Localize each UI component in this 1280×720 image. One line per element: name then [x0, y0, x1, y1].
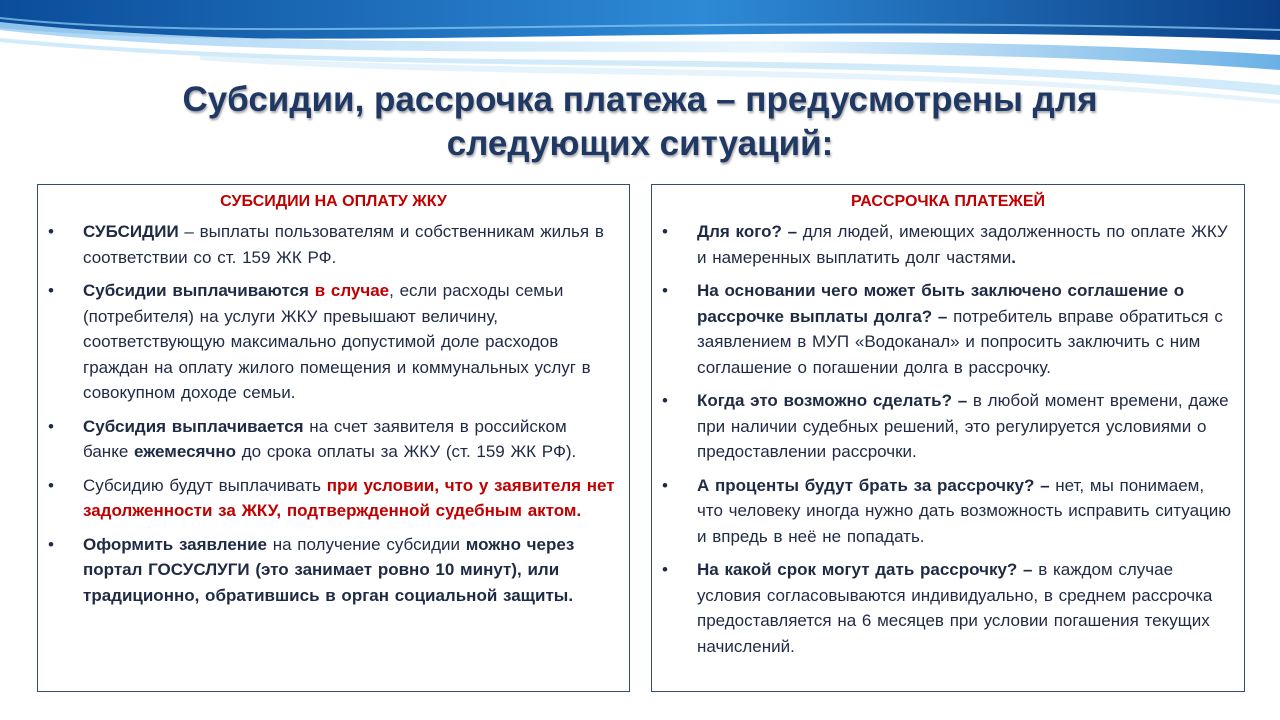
- bullet-icon: •: [662, 475, 668, 495]
- item-text: в каждом случае условия согласовываются индивидуально, в среднем рассрочка предоставляется на 6 месяцев при условии погашения текущих начислений.: [697, 560, 1213, 656]
- subsidies-heading: СУБСИДИИ НА ОПЛАТУ ЖКУ: [220, 193, 447, 210]
- item-bold-text: Оформить заявление: [83, 534, 267, 554]
- page-title-line-1: Субсидии, рассрочка платежа – предусмотрены для: [182, 80, 1098, 119]
- list-item: [652, 219, 1244, 270]
- subsidies-panel: [37, 184, 630, 692]
- item-highlight-text: в случае: [314, 281, 390, 300]
- item-bold-text: На какой срок могут дать рассрочку? –: [697, 560, 1033, 579]
- item-bold-text: Когда это возможно сделать? –: [697, 391, 968, 410]
- bullet-icon: •: [662, 560, 668, 579]
- list-item: [38, 532, 629, 609]
- installments-heading: РАССРОЧКА ПЛАТЕЖЕЙ: [850, 193, 1045, 210]
- subsidies-list: [38, 219, 629, 608]
- item-text: потребитель вправе обратиться с заявлением в МУП «Водоканал» и попросить заключить с ним соглашение о погашении долга в рассрочку.: [697, 306, 1223, 377]
- bullet-icon: •: [48, 281, 54, 300]
- item-text: – выплаты пользователям и собственникам жилья в соответствии со ст. 159 ЖК РФ.: [83, 222, 604, 267]
- item-text: нет, мы понимаем, что человеку иногда нужно дать возможность исправить ситуацию и впредь в неё не попадать.: [697, 475, 1231, 546]
- installments-panel: [651, 184, 1245, 692]
- item-text: на получение субсидии: [266, 534, 466, 554]
- bullet-icon: •: [662, 281, 668, 300]
- item-bold-text: .: [1011, 247, 1017, 267]
- list-item: [652, 557, 1244, 659]
- item-text: для людей, имеющих задолженность по оплате ЖКУ и намеренных выплатить долг частями: [697, 222, 1228, 267]
- item-text: в любой момент времени, даже при наличии судебных решений, это регулируется условиями о предоставлении рассрочки.: [697, 391, 1229, 461]
- item-bold-text: Субсидии выплачиваются: [83, 281, 315, 300]
- item-bold-text: СУБСИДИИ: [83, 222, 179, 241]
- list-item: [38, 219, 629, 270]
- item-text: на счет заявителя в российском банке: [83, 416, 567, 461]
- item-text: до срока оплаты за ЖКУ (ст. 159 ЖК РФ).: [236, 442, 577, 461]
- list-item: [652, 278, 1244, 380]
- bullet-icon: •: [48, 534, 54, 554]
- item-bold-text: ежемесячно: [134, 442, 236, 461]
- bullet-icon: •: [662, 391, 668, 410]
- item-bold-text: Для кого? –: [697, 222, 798, 241]
- item-bold-text: А проценты будут брать за рассрочку? –: [697, 475, 1050, 495]
- list-item: [38, 278, 629, 406]
- list-item: [652, 473, 1244, 550]
- page-title: [0, 78, 1280, 166]
- bullet-icon: •: [48, 222, 54, 241]
- page-title-line-2: следующих ситуаций:: [446, 124, 834, 163]
- list-item: [38, 473, 629, 524]
- list-item: [652, 388, 1244, 465]
- bullet-icon: •: [662, 222, 668, 241]
- item-bold-text: можно через портал ГОСУСЛУГИ (это занимает ровно 10 минут), или традиционно, обратившись в орган социальной защиты.: [83, 534, 575, 605]
- item-highlight-text: при условии, что у заявителя нет задолженности за ЖКУ, подтвержденной судебным актом.: [83, 475, 615, 520]
- installments-list: [652, 219, 1244, 659]
- item-bold-text: Субсидия выплачивается: [83, 416, 304, 436]
- bullet-icon: •: [48, 475, 54, 495]
- item-text: Субсидию будут выплачивать: [83, 475, 327, 495]
- item-text: , если расходы семьи (потребителя) на услуги ЖКУ превышают величину, соответствующую максимально допустимой доле расходов граждан на оплату жилого помещения и коммунальных услуг в совокупном доходе семьи.: [83, 281, 591, 402]
- item-bold-text: На основании чего может быть заключено соглашение о рассрочке выплаты долга? –: [697, 281, 1185, 326]
- list-item: [38, 414, 629, 465]
- bullet-icon: •: [48, 416, 54, 436]
